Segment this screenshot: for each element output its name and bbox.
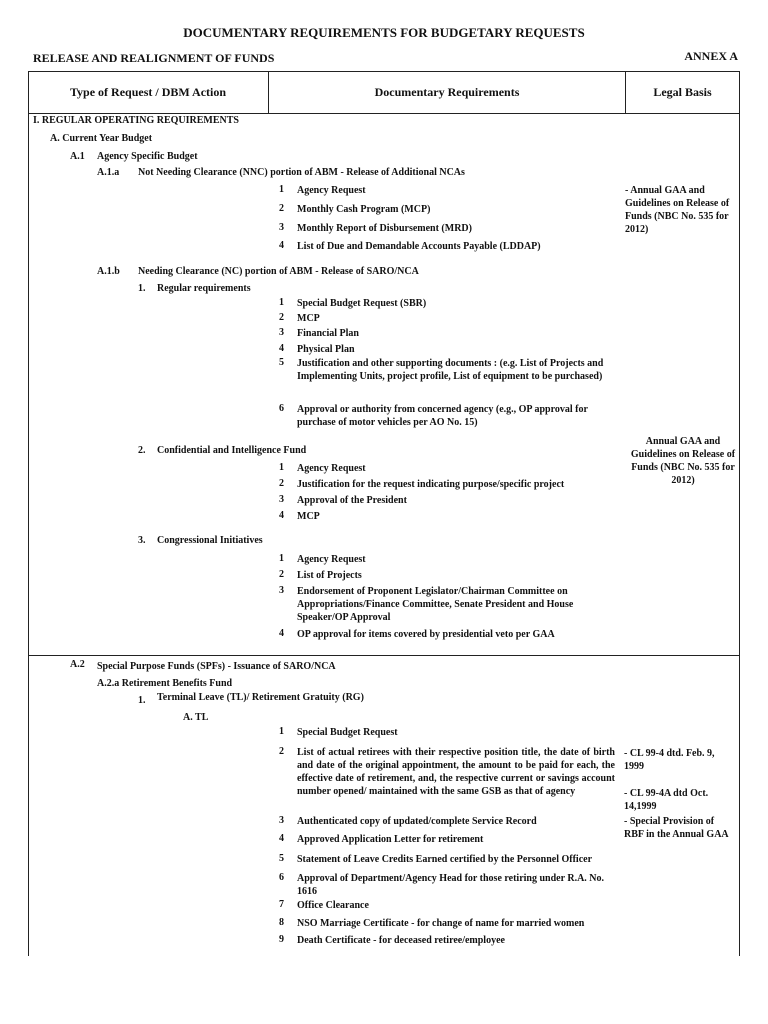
- item-number: 5: [279, 853, 284, 864]
- subsection-a-tl: A. TL: [183, 712, 209, 723]
- requirement-item: Authenticated copy of updated/complete Service Record: [297, 816, 537, 827]
- subsection-congressional-initiatives: Congressional Initiatives: [157, 535, 263, 546]
- item-number: 4: [279, 510, 284, 521]
- item-number: 6: [279, 872, 284, 883]
- subsection-confidential-fund: Confidential and Intelligence Fund: [157, 445, 307, 456]
- subsection-number-3: 3.: [138, 535, 146, 546]
- section-current-year-budget: A. Current Year Budget: [50, 133, 153, 144]
- item-number: 7: [279, 899, 284, 910]
- section-regular-operating: I. REGULAR OPERATING REQUIREMENTS: [33, 115, 239, 126]
- item-number: 5: [279, 357, 284, 368]
- section-label-a1: Agency Specific Budget: [97, 151, 198, 162]
- item-number: 2: [279, 746, 284, 757]
- requirement-item: NSO Marriage Certificate - for change of name for married women: [297, 918, 585, 929]
- requirement-item: Office Clearance: [297, 900, 369, 911]
- requirement-item: Physical Plan: [297, 344, 355, 355]
- legal-basis-nnc: - Annual GAA and Guidelines on Release of Funds (NBC No. 535 for 2012): [625, 185, 730, 235]
- item-number: 3: [279, 222, 284, 233]
- requirement-item: List of Projects: [297, 570, 362, 581]
- requirement-item: Financial Plan: [297, 328, 359, 339]
- annex-label: ANNEX A: [684, 49, 738, 63]
- requirement-item: Death Certificate - for deceased retiree/employee: [297, 935, 505, 946]
- requirement-item: Agency Request: [297, 554, 366, 565]
- subsection-regular-requirements: Regular requirements: [157, 283, 251, 294]
- item-number: 4: [279, 240, 284, 251]
- item-number: 1: [279, 726, 284, 737]
- legal-basis-cl99-4a: - CL 99-4A dtd Oct. 14,1999: [624, 788, 709, 812]
- section-code-a1a: A.1.a: [97, 167, 120, 178]
- item-number: 2: [279, 478, 284, 489]
- requirement-item: Special Budget Request: [297, 727, 398, 738]
- requirement-item: List of actual retirees with their respective position title, the date of birth and date of the original appointment, the amount to be paid for each, the effective date of retirement, and, the respective current or savings account number opened/ maintained with the same GSB as that of agency: [297, 747, 615, 797]
- requirement-item: Agency Request: [297, 463, 366, 474]
- legal-basis-cl99-4: - CL 99-4 dtd. Feb. 9, 1999: [624, 748, 715, 772]
- subsection-number-1-tl: 1.: [138, 695, 146, 706]
- requirement-item: Agency Request: [297, 185, 366, 196]
- requirement-item: Endorsement of Proponent Legislator/Chairman Committee on Appropriations/Finance Committee, Senate President and House Speaker/OP Approval: [297, 586, 574, 623]
- header-divider: [28, 113, 740, 114]
- item-number: 1: [279, 297, 284, 308]
- header-type-of-request: Type of Request / DBM Action: [69, 84, 227, 99]
- item-number: 1: [279, 462, 284, 473]
- item-number: 1: [279, 184, 284, 195]
- item-number: 2: [279, 203, 284, 214]
- subsection-number-2: 2.: [138, 445, 146, 456]
- section-divider: [28, 655, 740, 656]
- requirement-item: OP approval for items covered by presidential veto per GAA: [297, 629, 555, 640]
- requirement-item: Statement of Leave Credits Earned certified by the Personnel Officer: [297, 854, 593, 865]
- item-number: 3: [279, 494, 284, 505]
- item-number: 4: [279, 833, 284, 844]
- subsection-terminal-leave: Terminal Leave (TL)/ Retirement Gratuity (RG): [157, 692, 364, 703]
- item-number: 8: [279, 917, 284, 928]
- requirement-item: Special Budget Request (SBR): [297, 298, 427, 309]
- section-retirement-benefits-fund: A.2.a Retirement Benefits Fund: [97, 678, 233, 689]
- requirement-item: Monthly Report of Disbursement (MRD): [297, 223, 472, 234]
- item-number: 4: [279, 628, 284, 639]
- item-number: 3: [279, 585, 284, 596]
- requirement-item: Approval of the President: [297, 495, 407, 506]
- item-number: 2: [279, 312, 284, 323]
- requirement-item: Justification and other supporting documents : (e.g. List of Projects and Implementing Units, project profile, List of equipment to be purchased): [297, 358, 604, 382]
- section-code-a1b: A.1.b: [97, 266, 120, 277]
- header-documentary-requirements: Documentary Requirements: [374, 84, 520, 99]
- table-border-left: [28, 71, 29, 956]
- requirement-item: Monthly Cash Program (MCP): [297, 204, 431, 215]
- requirement-item: Approval of Department/Agency Head for those retiring under R.A. No. 1616: [297, 873, 605, 897]
- subsection-number-1: 1.: [138, 283, 146, 294]
- item-number: 4: [279, 343, 284, 354]
- legal-basis-nc: Annual GAA and Guidelines on Release of Funds (NBC No. 535 for 2012): [630, 436, 736, 486]
- item-number: 6: [279, 403, 284, 414]
- requirement-item: MCP: [297, 313, 320, 324]
- item-number: 1: [279, 553, 284, 564]
- header-legal-basis: Legal Basis: [653, 84, 712, 99]
- section-label-a1b: Needing Clearance (NC) portion of ABM - Release of SARO/NCA: [138, 266, 419, 277]
- item-number: 3: [279, 327, 284, 338]
- legal-basis-rbf: - Special Provision of RBF in the Annual GAA: [624, 816, 729, 840]
- requirement-item: Approved Application Letter for retirement: [297, 834, 484, 845]
- item-number: 9: [279, 934, 284, 945]
- requirement-item: Justification for the request indicating purpose/specific project: [297, 479, 565, 490]
- item-number: 3: [279, 815, 284, 826]
- section-label-a1a: Not Needing Clearance (NNC) portion of ABM - Release of Additional NCAs: [138, 167, 465, 178]
- section-code-a2: A.2: [70, 659, 85, 670]
- requirement-item: Approval or authority from concerned agency (e.g., OP approval for purchase of motor vehicles per AO No. 15): [297, 404, 588, 428]
- requirement-item: MCP: [297, 511, 320, 522]
- item-number: 2: [279, 569, 284, 580]
- requirement-item: List of Due and Demandable Accounts Payable (LDDAP): [297, 241, 541, 252]
- document-title: DOCUMENTARY REQUIREMENTS FOR BUDGETARY REQUESTS: [183, 25, 585, 40]
- section-label-a2: Special Purpose Funds (SPFs) - Issuance of SARO/NCA: [97, 661, 336, 672]
- section-code-a1: A.1: [70, 151, 85, 162]
- document-subtitle: RELEASE AND REALIGNMENT OF FUNDS: [33, 51, 275, 65]
